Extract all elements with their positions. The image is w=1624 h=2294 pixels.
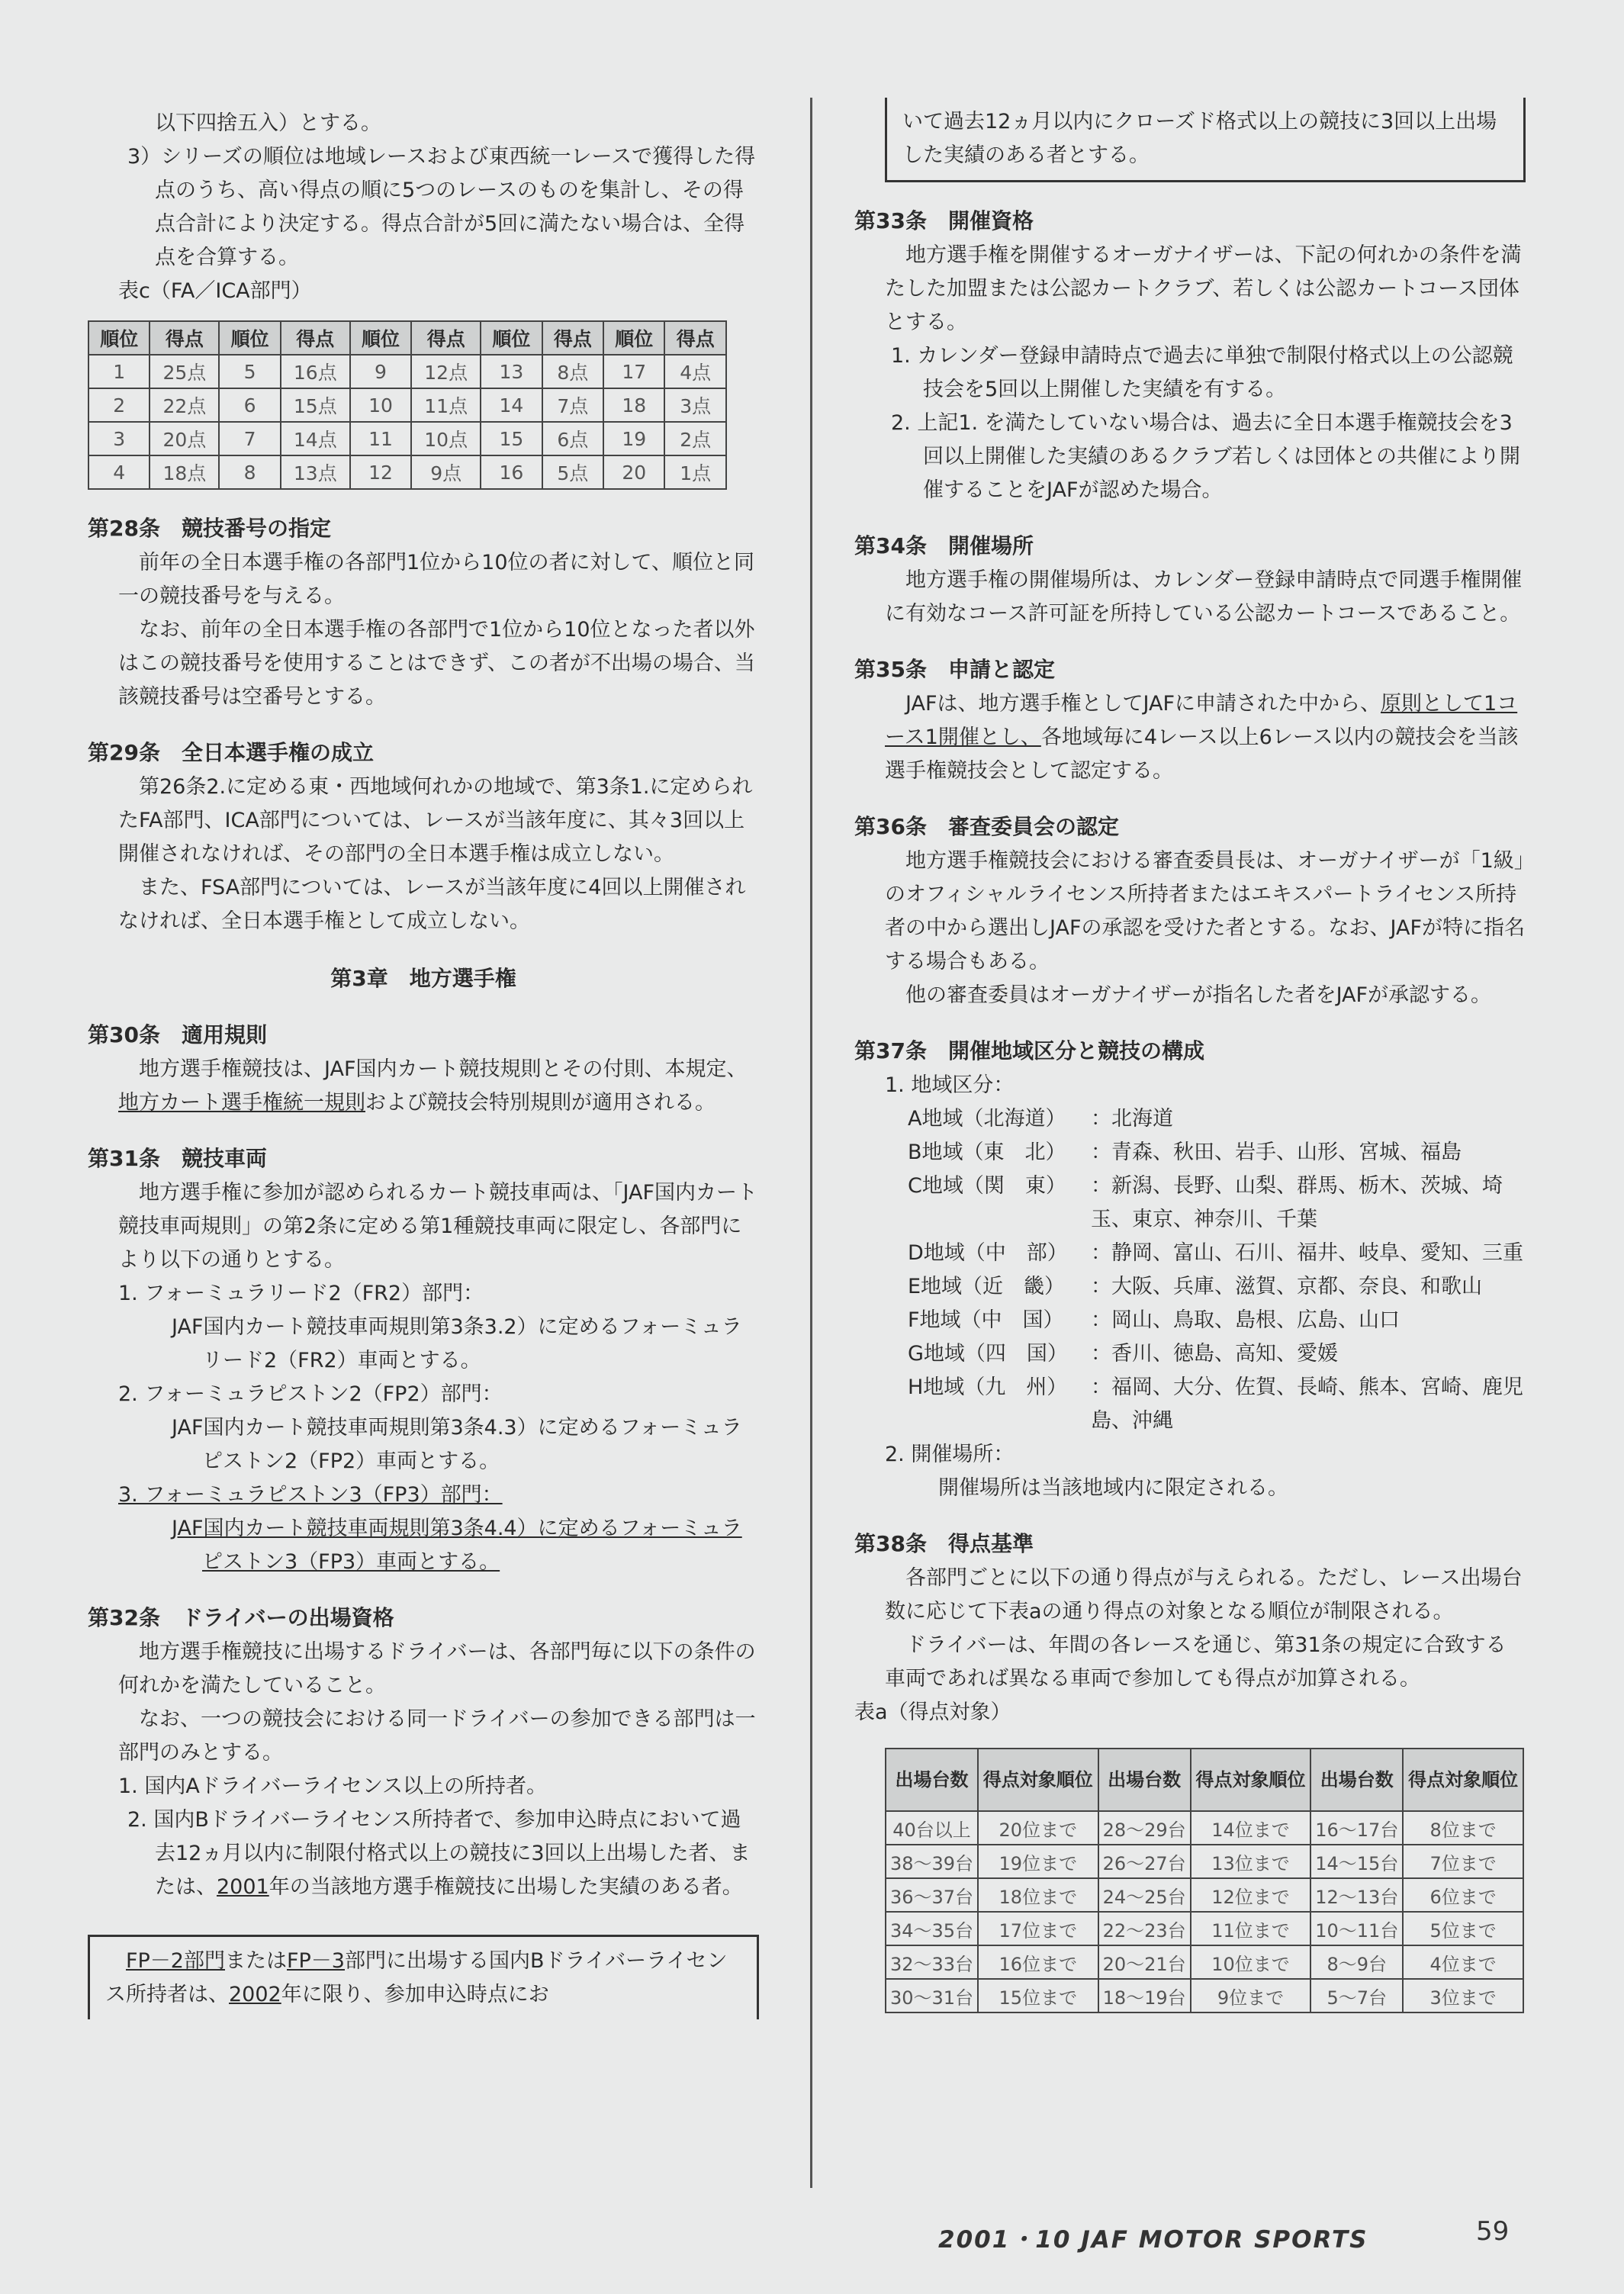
article-36-title: 第36条 審査委員会の認定 — [854, 814, 1119, 839]
article-33-p1: 地方選手権を開催するオーガナイザーは、下記の何れかの条件を満たした加盟または公認カートクラブ、若しくは公認カートコース団体とする。 — [885, 243, 1522, 334]
article-30-p1 — [88, 1053, 759, 1120]
article-31-item-1-detail: JAF国内カート競技車両規則第3条3.2）に定めるフォーミュラリード2（FR2）車両とする。 — [172, 1315, 742, 1372]
table-c-cell: 18 — [603, 388, 664, 422]
article-33-title: 第33条 開催資格 — [854, 208, 1034, 233]
article-29-p2: また、FSA部門については、レースが当該年度に4回以上開催されなければ、全日本選手権として成立しない。 — [118, 876, 746, 933]
region-label: A地域（北海道） — [908, 1107, 1066, 1131]
article-32-p1: 地方選手権競技に出場するドライバーは、各部門毎に以下の条件の何れかを満たしていること。 — [118, 1640, 756, 1697]
note-end: 年に限り、参加申込時点にお — [281, 1983, 549, 2006]
table-c-cell: 5点 — [542, 455, 603, 489]
table-a-cell: 5位まで — [1403, 1912, 1523, 1945]
table-c-row — [88, 455, 726, 489]
region-row — [854, 1371, 1526, 1438]
note-year: 2002 — [229, 1983, 281, 2006]
table-a-cell: 32～33台 — [886, 1945, 978, 1979]
region-row — [854, 1102, 1526, 1136]
table-c-cell: 5 — [219, 355, 280, 388]
note-box-continued — [885, 98, 1526, 182]
table-a-cell: 10～11台 — [1310, 1912, 1403, 1945]
table-a-header-cell: 得点対象順位 — [1403, 1749, 1523, 1811]
table-c-header-cell: 順位 — [88, 321, 150, 355]
table-a-cell: 9位まで — [1191, 1979, 1311, 2012]
table-a-cell: 24～25台 — [1098, 1878, 1191, 1912]
article-37-item-2: 2. 開催場所： — [885, 1443, 1015, 1466]
table-c-cell: 6 — [219, 388, 280, 422]
table-a-cell: 16位まで — [978, 1945, 1098, 1979]
article-32-item-2-text: 2. 国内Bドライバーライセンス所持者で、参加申込時点において過去12ヵ月以内に制限付格式以上の競技に3回以上出場した者、または、 — [127, 1808, 751, 1899]
table-c-cell: 1点 — [664, 455, 726, 489]
table-c-cell: 8点 — [542, 355, 603, 388]
table-a-cell: 8位まで — [1403, 1811, 1523, 1845]
table-c-cell: 17 — [603, 355, 664, 388]
region-row — [854, 1136, 1526, 1170]
table-c-cell: 16 — [481, 455, 542, 489]
article-35-underlined: 原則として1コース1開催とし、 — [885, 692, 1518, 749]
table-c-cell: 1 — [88, 355, 150, 388]
table-c-cell: 11点 — [411, 388, 481, 422]
intro-item-3: 3）シリーズの順位は地域レースおよび東西統一レースで獲得した得点のうち、高い得点の順に5つのレースのものを集計し、その得点合計により決定する。得点合計が5回に満たない場合は、全得点を合算する。 — [127, 145, 756, 269]
article-38-p1: 各部門ごとに以下の通り得点が与えられる。ただし、レース出場台数に応じて下表aの通り得点の対象となる順位が制限される。 — [885, 1566, 1523, 1623]
region-label: C地域（関 東） — [908, 1174, 1066, 1198]
table-a-cell: 36～37台 — [886, 1878, 978, 1912]
table-a-header-cell: 得点対象順位 — [978, 1749, 1098, 1811]
article-31-item-2: 2. フォーミュラピストン2（FP2）部門： — [118, 1382, 503, 1406]
article-37-item-1: 1. 地域区分： — [885, 1073, 1015, 1097]
table-a-cell: 14位まで — [1191, 1811, 1311, 1845]
column-divider — [810, 98, 812, 2188]
article-34-p1: 地方選手権の開催場所は、カレンダー登録申請時点で同選手権開催に有効なコース許可証を所持している公認カートコースであること。 — [885, 568, 1523, 626]
article-32-p2: なお、一つの競技会における同一ドライバーの参加できる部門は一部門のみとする。 — [118, 1707, 756, 1765]
table-c-header-cell: 順位 — [219, 321, 280, 355]
region-row — [854, 1170, 1526, 1237]
article-31-item-3: 3. フォーミュラピストン3（FP3）部門： — [118, 1483, 503, 1507]
note-box-top — [88, 1935, 759, 2019]
table-c-cell: 22点 — [150, 388, 219, 422]
table-c-cell: 6点 — [542, 422, 603, 455]
table-c-cell: 3点 — [664, 388, 726, 422]
article-29-p1: 第26条2.に定める東・西地域何れかの地域で、第3条1.に定められたFA部門、ICA部門については、レースが当該年度に、其々3回以上開催されなければ、その部門の全日本選手権は成立しない。 — [118, 775, 753, 866]
article-32-item-1: 1. 国内Aドライバーライセンス以上の所持者。 — [118, 1774, 548, 1798]
table-c-header-cell: 得点 — [664, 321, 726, 355]
table-c-cell: 12点 — [411, 355, 481, 388]
table-c-cell: 14 — [481, 388, 542, 422]
table-c-cell: 16点 — [281, 355, 350, 388]
table-c-row — [88, 388, 726, 422]
region-prefectures: ：新潟、長野、山梨、群馬、栃木、茨城、埼玉、東京、神奈川、千葉 — [1091, 1174, 1503, 1231]
article-28-p2: なお、前年の全日本選手権の各部門で1位から10位となった者以外はこの競技番号を使用することはできず、この者が不出場の場合、当該競技番号は空番号とする。 — [118, 618, 755, 709]
table-c-cell: 18点 — [150, 455, 219, 489]
table-c-cell: 13 — [481, 355, 542, 388]
region-prefectures: ：福岡、大分、佐賀、長崎、熊本、宮崎、鹿児島、沖縄 — [1091, 1375, 1523, 1433]
table-a-cell: 3位まで — [1403, 1979, 1523, 2012]
table-a-cell: 26～27台 — [1098, 1845, 1191, 1878]
table-a-cell: 15位まで — [978, 1979, 1098, 2012]
table-c-header-row — [88, 321, 726, 355]
article-31-p1: 地方選手権に参加が認められるカート競技車両は、「JAF国内カート競技車両規則」の第2条に定める第1種競技車両に限定し、各部門により以下の通りとする。 — [118, 1181, 757, 1272]
table-a-cell: 16～17台 — [1310, 1811, 1403, 1845]
table-a-cell: 34～35台 — [886, 1912, 978, 1945]
table-a-cell: 10位まで — [1191, 1945, 1311, 1979]
article-31-item-2-detail: JAF国内カート競技車両規則第3条4.3）に定めるフォーミュラピストン2（FP2）車両とする。 — [172, 1416, 742, 1473]
article-31-item-3-detail: JAF国内カート競技車両規則第3条4.4）に定めるフォーミュラピストン3（FP3）車両とする。 — [172, 1517, 742, 1574]
note-fp2: FP－2部門 — [126, 1949, 225, 1973]
article-30-underlined: 地方カート選手権統一規則 — [118, 1091, 365, 1115]
table-a-header-row — [886, 1749, 1523, 1811]
table-c-cell: 10点 — [411, 422, 481, 455]
table-c-header-cell: 順位 — [350, 321, 411, 355]
article-37-title: 第37条 開催地域区分と競技の構成 — [854, 1038, 1204, 1063]
table-a-cell: 7位まで — [1403, 1845, 1523, 1878]
note-fp3: FP－3 — [287, 1949, 345, 1973]
table-a-cell: 6位まで — [1403, 1878, 1523, 1912]
table-a-caption: 表a（得点対象） — [854, 1700, 1011, 1724]
article-33-item-2: 2. 上記1. を満たしていない場合は、過去に全日本選手権競技会を3回以上開催した実績のあるクラブ若しくは団体との共催により開催することをJAFが認めた場合。 — [891, 411, 1520, 502]
table-c-cell: 2点 — [664, 422, 726, 455]
article-32-item-2-year: 2001 — [217, 1875, 269, 1899]
region-row — [854, 1337, 1526, 1371]
region-label: B地域（東 北） — [908, 1141, 1066, 1164]
table-a-header-cell: 出場台数 — [1310, 1749, 1403, 1811]
note-or: または — [225, 1949, 287, 1973]
article-28-p1: 前年の全日本選手権の各部門1位から10位の者に対して、順位と同一の競技番号を与える。 — [118, 551, 754, 608]
right-column — [854, 98, 1526, 2027]
table-a-header-cell: 出場台数 — [886, 1749, 978, 1811]
note-mid: 部門に出場する国内Bドライバーライセンス所持者は、 — [105, 1949, 728, 2006]
article-29-title: 第29条 全日本選手権の成立 — [88, 740, 374, 765]
table-c-cell: 20点 — [150, 422, 219, 455]
table-a-row — [886, 1912, 1523, 1945]
table-c-cell: 9点 — [411, 455, 481, 489]
region-prefectures: ：香川、徳島、高知、愛媛 — [1091, 1342, 1338, 1366]
region-label: H地域（九 州） — [908, 1375, 1068, 1399]
table-c-cell: 11 — [350, 422, 411, 455]
table-c-cell: 7 — [219, 422, 280, 455]
article-36-p1: 地方選手権競技会における審査委員長は、オーガナイザーが「1級」のオフィシャルライセンス所持者またはエキスパートライセンス所持者の中から選出しJAFの承認を受けた者とする。なお、JAFが特に指名する場合もある。 — [885, 849, 1525, 973]
table-c-cell: 25点 — [150, 355, 219, 388]
table-a-cell: 18～19台 — [1098, 1979, 1191, 2012]
article-31-item-1: 1. フォーミュラリード2（FR2）部門： — [118, 1282, 484, 1305]
table-c-row — [88, 422, 726, 455]
table-a-cell: 28～29台 — [1098, 1811, 1191, 1845]
table-c-cell: 4点 — [664, 355, 726, 388]
region-prefectures: ：岡山、鳥取、島根、広島、山口 — [1091, 1308, 1400, 1332]
region-label: E地域（近 畿） — [908, 1275, 1066, 1298]
table-c-header-cell: 得点 — [281, 321, 350, 355]
table-a-row — [886, 1878, 1523, 1912]
article-35-text: JAFは、地方選手権としてJAFに申請された中から、 — [905, 692, 1381, 716]
table-a-cell: 20～21台 — [1098, 1945, 1191, 1979]
table-c-cell: 8 — [219, 455, 280, 489]
region-prefectures: ：北海道 — [1091, 1107, 1173, 1131]
table-c-cell: 14点 — [281, 422, 350, 455]
table-c-header-cell: 順位 — [603, 321, 664, 355]
article-32-item-2 — [88, 1803, 759, 1904]
table-c-header-cell: 得点 — [150, 321, 219, 355]
article-30-text-end: および競技会特別規則が適用される。 — [365, 1091, 716, 1115]
table-c-cell: 12 — [350, 455, 411, 489]
table-c — [88, 320, 727, 490]
note-box-text — [105, 1945, 741, 2012]
region-row — [854, 1237, 1526, 1270]
article-31-title: 第31条 競技車両 — [88, 1146, 267, 1171]
table-a-cell: 30～31台 — [886, 1979, 978, 2012]
table-a-cell: 13位まで — [1191, 1845, 1311, 1878]
chapter-3-title: 第3章 地方選手権 — [330, 966, 516, 991]
article-33-item-1: 1. カレンダー登録申請時点で過去に単独で制限付格式以上の公認競技会を5回以上開催した実績を有する。 — [891, 344, 1513, 401]
table-c-row — [88, 355, 726, 388]
region-prefectures: ：青森、秋田、岩手、山形、宮城、福島 — [1091, 1141, 1462, 1164]
region-list — [854, 1102, 1526, 1438]
table-c-cell: 10 — [350, 388, 411, 422]
article-30-text: 地方選手権競技は、JAF国内カート競技規則とその付則、本規定、 — [139, 1057, 748, 1081]
table-a — [885, 1748, 1524, 2013]
table-a-cell: 20位まで — [978, 1811, 1098, 1845]
table-c-cell: 19 — [603, 422, 664, 455]
table-a-cell: 38～39台 — [886, 1845, 978, 1878]
table-a-row — [886, 1845, 1523, 1878]
table-c-header-cell: 得点 — [542, 321, 603, 355]
note-box-cont-text: いて過去12ヵ月以内にクローズド格式以上の競技に3回以上出場した実績のある者とする。 — [902, 110, 1497, 167]
table-a-row — [886, 1811, 1523, 1845]
region-prefectures: ：大阪、兵庫、滋賀、京都、奈良、和歌山 — [1091, 1275, 1482, 1298]
table-c-cell: 20 — [603, 455, 664, 489]
table-c-cell: 7点 — [542, 388, 603, 422]
table-a-cell: 11位まで — [1191, 1912, 1311, 1945]
table-c-caption: 表c（FA／ICA部門） — [118, 279, 312, 303]
left-column — [88, 107, 759, 2019]
table-c-cell: 13点 — [281, 455, 350, 489]
table-c-cell: 2 — [88, 388, 150, 422]
article-34-title: 第34条 開催場所 — [854, 533, 1034, 558]
article-38-p2: ドライバーは、年間の各レースを通じ、第31条の規定に合致する車両であれば異なる車両で参加しても得点が加算される。 — [885, 1633, 1507, 1691]
table-a-row — [886, 1979, 1523, 2012]
publication-footer: 2001・10 JAF MOTOR SPORTS — [938, 2226, 1368, 2254]
article-38-title: 第38条 得点基準 — [854, 1531, 1034, 1556]
table-a-cell: 4位まで — [1403, 1945, 1523, 1979]
table-a-cell: 19位まで — [978, 1845, 1098, 1878]
table-a-cell: 8～9台 — [1310, 1945, 1403, 1979]
article-37-item-2-detail: 開催場所は当該地域内に限定される。 — [938, 1476, 1288, 1500]
table-a-cell: 14～15台 — [1310, 1845, 1403, 1878]
article-35-text-end: 各地域毎に4レース以上6レース以内の競技会を当該選手権競技会として認定する。 — [885, 726, 1519, 783]
region-label: D地域（中 部） — [908, 1241, 1068, 1265]
table-c-header-cell: 順位 — [481, 321, 542, 355]
table-c-cell: 15点 — [281, 388, 350, 422]
article-32-title: 第32条 ドライバーの出場資格 — [88, 1605, 394, 1630]
region-label: F地域（中 国） — [908, 1308, 1064, 1332]
article-32-item-2-text-end: 年の当該地方選手権競技に出場した実績のある者。 — [269, 1875, 743, 1899]
article-36-p2: 他の審査委員はオーガナイザーが指名した者をJAFが承認する。 — [905, 983, 1492, 1007]
region-row — [854, 1270, 1526, 1304]
table-c-cell: 9 — [350, 355, 411, 388]
table-a-cell: 12位まで — [1191, 1878, 1311, 1912]
article-28-title: 第28条 競技番号の指定 — [88, 516, 331, 541]
page-number: 59 — [1476, 2216, 1510, 2247]
table-c-cell: 4 — [88, 455, 150, 489]
table-a-header-cell: 出場台数 — [1098, 1749, 1191, 1811]
table-a-cell: 40台以上 — [886, 1811, 978, 1845]
table-a-cell: 12～13台 — [1310, 1878, 1403, 1912]
region-prefectures: ：静岡、富山、石川、福井、岐阜、愛知、三重 — [1091, 1241, 1523, 1265]
article-35-title: 第35条 申請と認定 — [854, 657, 1055, 682]
table-c-cell: 15 — [481, 422, 542, 455]
table-a-cell: 5～7台 — [1310, 1979, 1403, 2012]
region-row — [854, 1304, 1526, 1337]
region-label: G地域（四 国） — [908, 1342, 1068, 1366]
table-a-header-cell: 得点対象順位 — [1191, 1749, 1311, 1811]
table-a-cell: 17位まで — [978, 1912, 1098, 1945]
table-a-cell: 18位まで — [978, 1878, 1098, 1912]
table-a-row — [886, 1945, 1523, 1979]
intro-line: 以下四捨五入）とする。 — [155, 111, 381, 135]
table-c-cell: 3 — [88, 422, 150, 455]
article-30-title: 第30条 適用規則 — [88, 1022, 267, 1047]
table-c-header-cell: 得点 — [411, 321, 481, 355]
table-a-cell: 22～23台 — [1098, 1912, 1191, 1945]
article-35-p1 — [854, 687, 1526, 788]
